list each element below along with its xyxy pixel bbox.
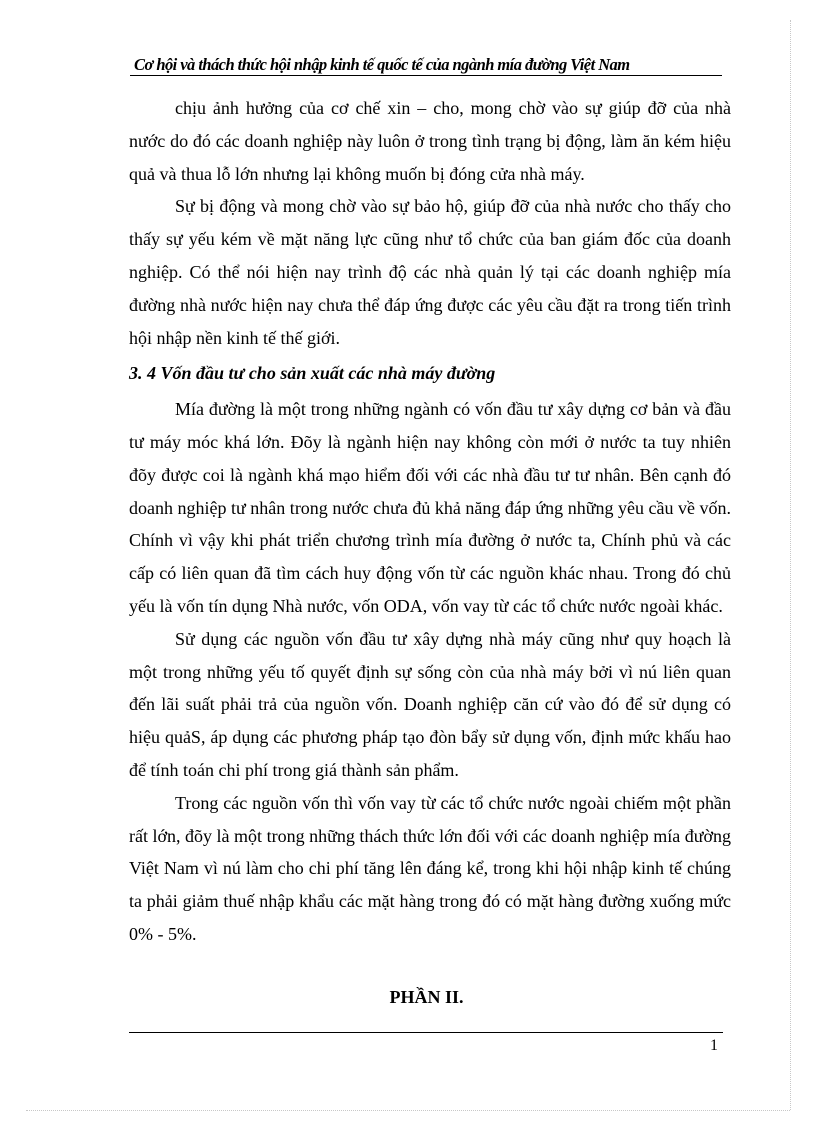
- page-number: 1: [710, 1037, 718, 1054]
- header-rule: [130, 75, 722, 76]
- paragraph: Sự bị động và mong chờ vào sự bảo hộ, giúp đỡ của nhà nước cho thấy cho thấy sự yếu kém về mặt năng lực cũng như tổ chức của ban giám đốc của doanh nghiệp. Có thể nói hiện nay trình độ các nhà quản lý tại các doanh nghiệp mía đường nhà nước hiện nay chưa thể đáp ứng được các yêu cầu đặt ra trong tiến trình hội nhập nền kinh tế thế giới.: [129, 196, 731, 348]
- paragraph: Sử dụng các nguồn vốn đầu tư xây dựng nhà máy cũng như quy hoạch là một trong những yếu tố quyết định sự sống còn của nhà máy bởi vì nú liên quan đến lãi suất phải trả của nguồn vốn. Doanh nghiệp căn cứ vào đó để sử dụng có hiệu quảS, áp dụng các phương pháp tạo đòn bẩy sử dụng vốn, định mức khấu hao để tính toán chi phí trong giá thành sản phẩm.: [129, 628, 731, 780]
- footer-rule: [129, 1032, 723, 1033]
- section-heading: 3. 4 Vốn đầu tư cho sản xuất các nhà máy đường: [129, 363, 496, 384]
- page-edge-right: [790, 20, 791, 1110]
- running-title: Cơ hội và thách thức hội nhập kinh tế quốc tế của ngành mía đường Việt Nam: [134, 55, 630, 74]
- paragraph: Trong các nguồn vốn thì vốn vay từ các tổ chức nước ngoài chiếm một phần rất lớn, đõy là một trong những thách thức lớn đối với các doanh nghiệp mía đường Việt Nam vì nú làm cho chi phí tăng lên đáng kể, trong khi hội nhập kinh tế chúng ta phải giảm thuế nhập khẩu các mặt hàng trong đó có mặt hàng đường xuống mức 0% - 5%.: [129, 792, 731, 944]
- page-header: [130, 54, 722, 78]
- page-edge-bottom: [26, 1110, 790, 1111]
- paragraph: chịu ảnh hưởng của cơ chế xin – cho, mong chờ vào sự giúp đỡ của nhà nước do đó các doanh nghiệp này luôn ở trong tình trạng bị động, làm ăn kém hiệu quả và thua lỗ lớn nhưng lại không muốn bị đóng cửa nhà máy.: [129, 98, 731, 184]
- body-text: [129, 92, 731, 951]
- part-heading: PHẦN II.: [389, 987, 464, 1007]
- paragraph: Mía đường là một trong những ngành có vốn đầu tư xây dựng cơ bản và đầu tư máy móc khá lớn. Đõy là ngành hiện nay không còn mới ở nước ta tuy nhiên đõy được coi là ngành khá mạo hiểm đối với các nhà đầu tư tư nhân. Bên cạnh đó doanh nghiệp tư nhân trong nước chưa đủ khả năng đáp ứng những yêu cầu về vốn. Chính vì vậy khi phát triển chương trình mía đường ở nước ta, Chính phủ và các cấp có liên quan đã tìm cách huy động vốn từ các nguồn khác nhau. Trong đó chủ yếu là vốn tín dụng Nhà nước, vốn ODA, vốn vay từ các tổ chức nước ngoài khác.: [129, 399, 731, 616]
